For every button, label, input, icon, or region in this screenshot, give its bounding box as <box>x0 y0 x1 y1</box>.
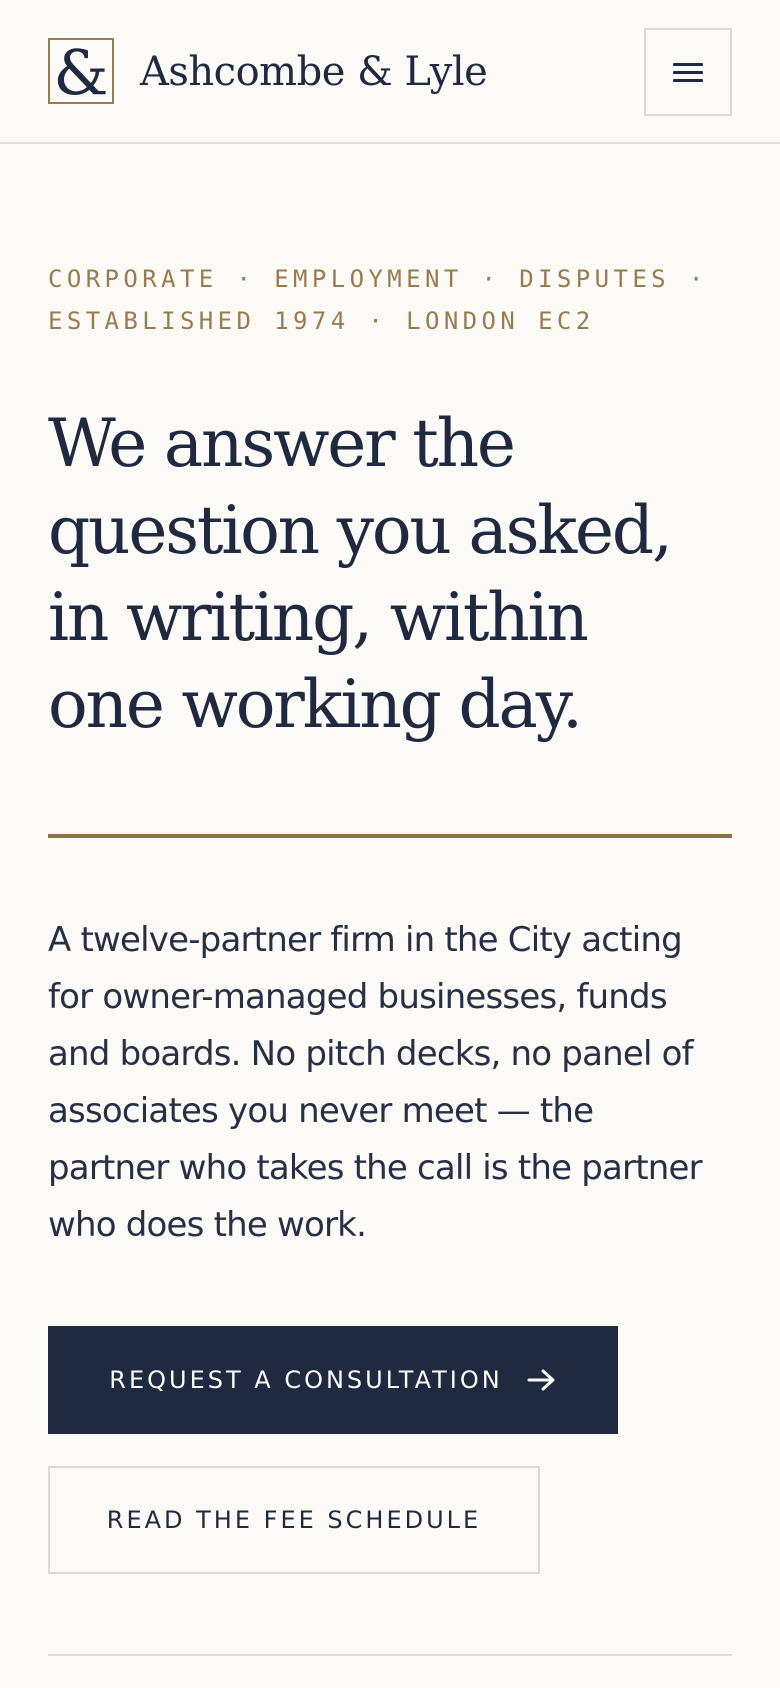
fee-schedule-button[interactable] <box>48 1466 540 1574</box>
accent-divider <box>48 834 732 838</box>
logo-glyph: & <box>53 38 109 104</box>
hamburger-menu-icon <box>673 61 703 83</box>
headline-line: question you asked, <box>48 492 671 569</box>
request-consultation-label: REQUEST A CONSULTATION <box>109 1366 503 1394</box>
logo-ampersand-mark[interactable] <box>48 38 114 104</box>
intro-line: and boards. No pitch decks, no panel of <box>48 1034 693 1074</box>
section-divider <box>48 1654 732 1656</box>
site-header <box>0 0 780 144</box>
headline-line: We answer the <box>48 405 514 482</box>
brand-name[interactable]: Ashcombe & Lyle <box>140 49 488 95</box>
arrow-right-icon <box>527 1368 557 1392</box>
fee-schedule-label: READ THE FEE SCHEDULE <box>106 1506 482 1534</box>
practice-areas-eyebrow <box>48 258 738 342</box>
intro-line: partner who takes the call is the partner <box>48 1148 702 1188</box>
eyebrow-line: CORPORATE · EMPLOYMENT · DISPUTES · <box>48 265 708 293</box>
intro-line: who does the work. <box>48 1205 367 1245</box>
hero-headline <box>48 400 748 748</box>
eyebrow-line: ESTABLISHED 1974 · LONDON EC2 <box>48 307 595 335</box>
request-consultation-button[interactable] <box>48 1326 618 1434</box>
intro-line: A twelve-partner firm in the City acting <box>48 920 682 960</box>
intro-line: for owner-managed businesses, funds <box>48 977 667 1017</box>
headline-line: in writing, within <box>48 579 587 656</box>
intro-paragraph <box>48 912 748 1254</box>
headline-line: one working day. <box>48 666 581 743</box>
intro-line: associates you never meet — the <box>48 1091 594 1131</box>
menu-button[interactable] <box>644 28 732 116</box>
